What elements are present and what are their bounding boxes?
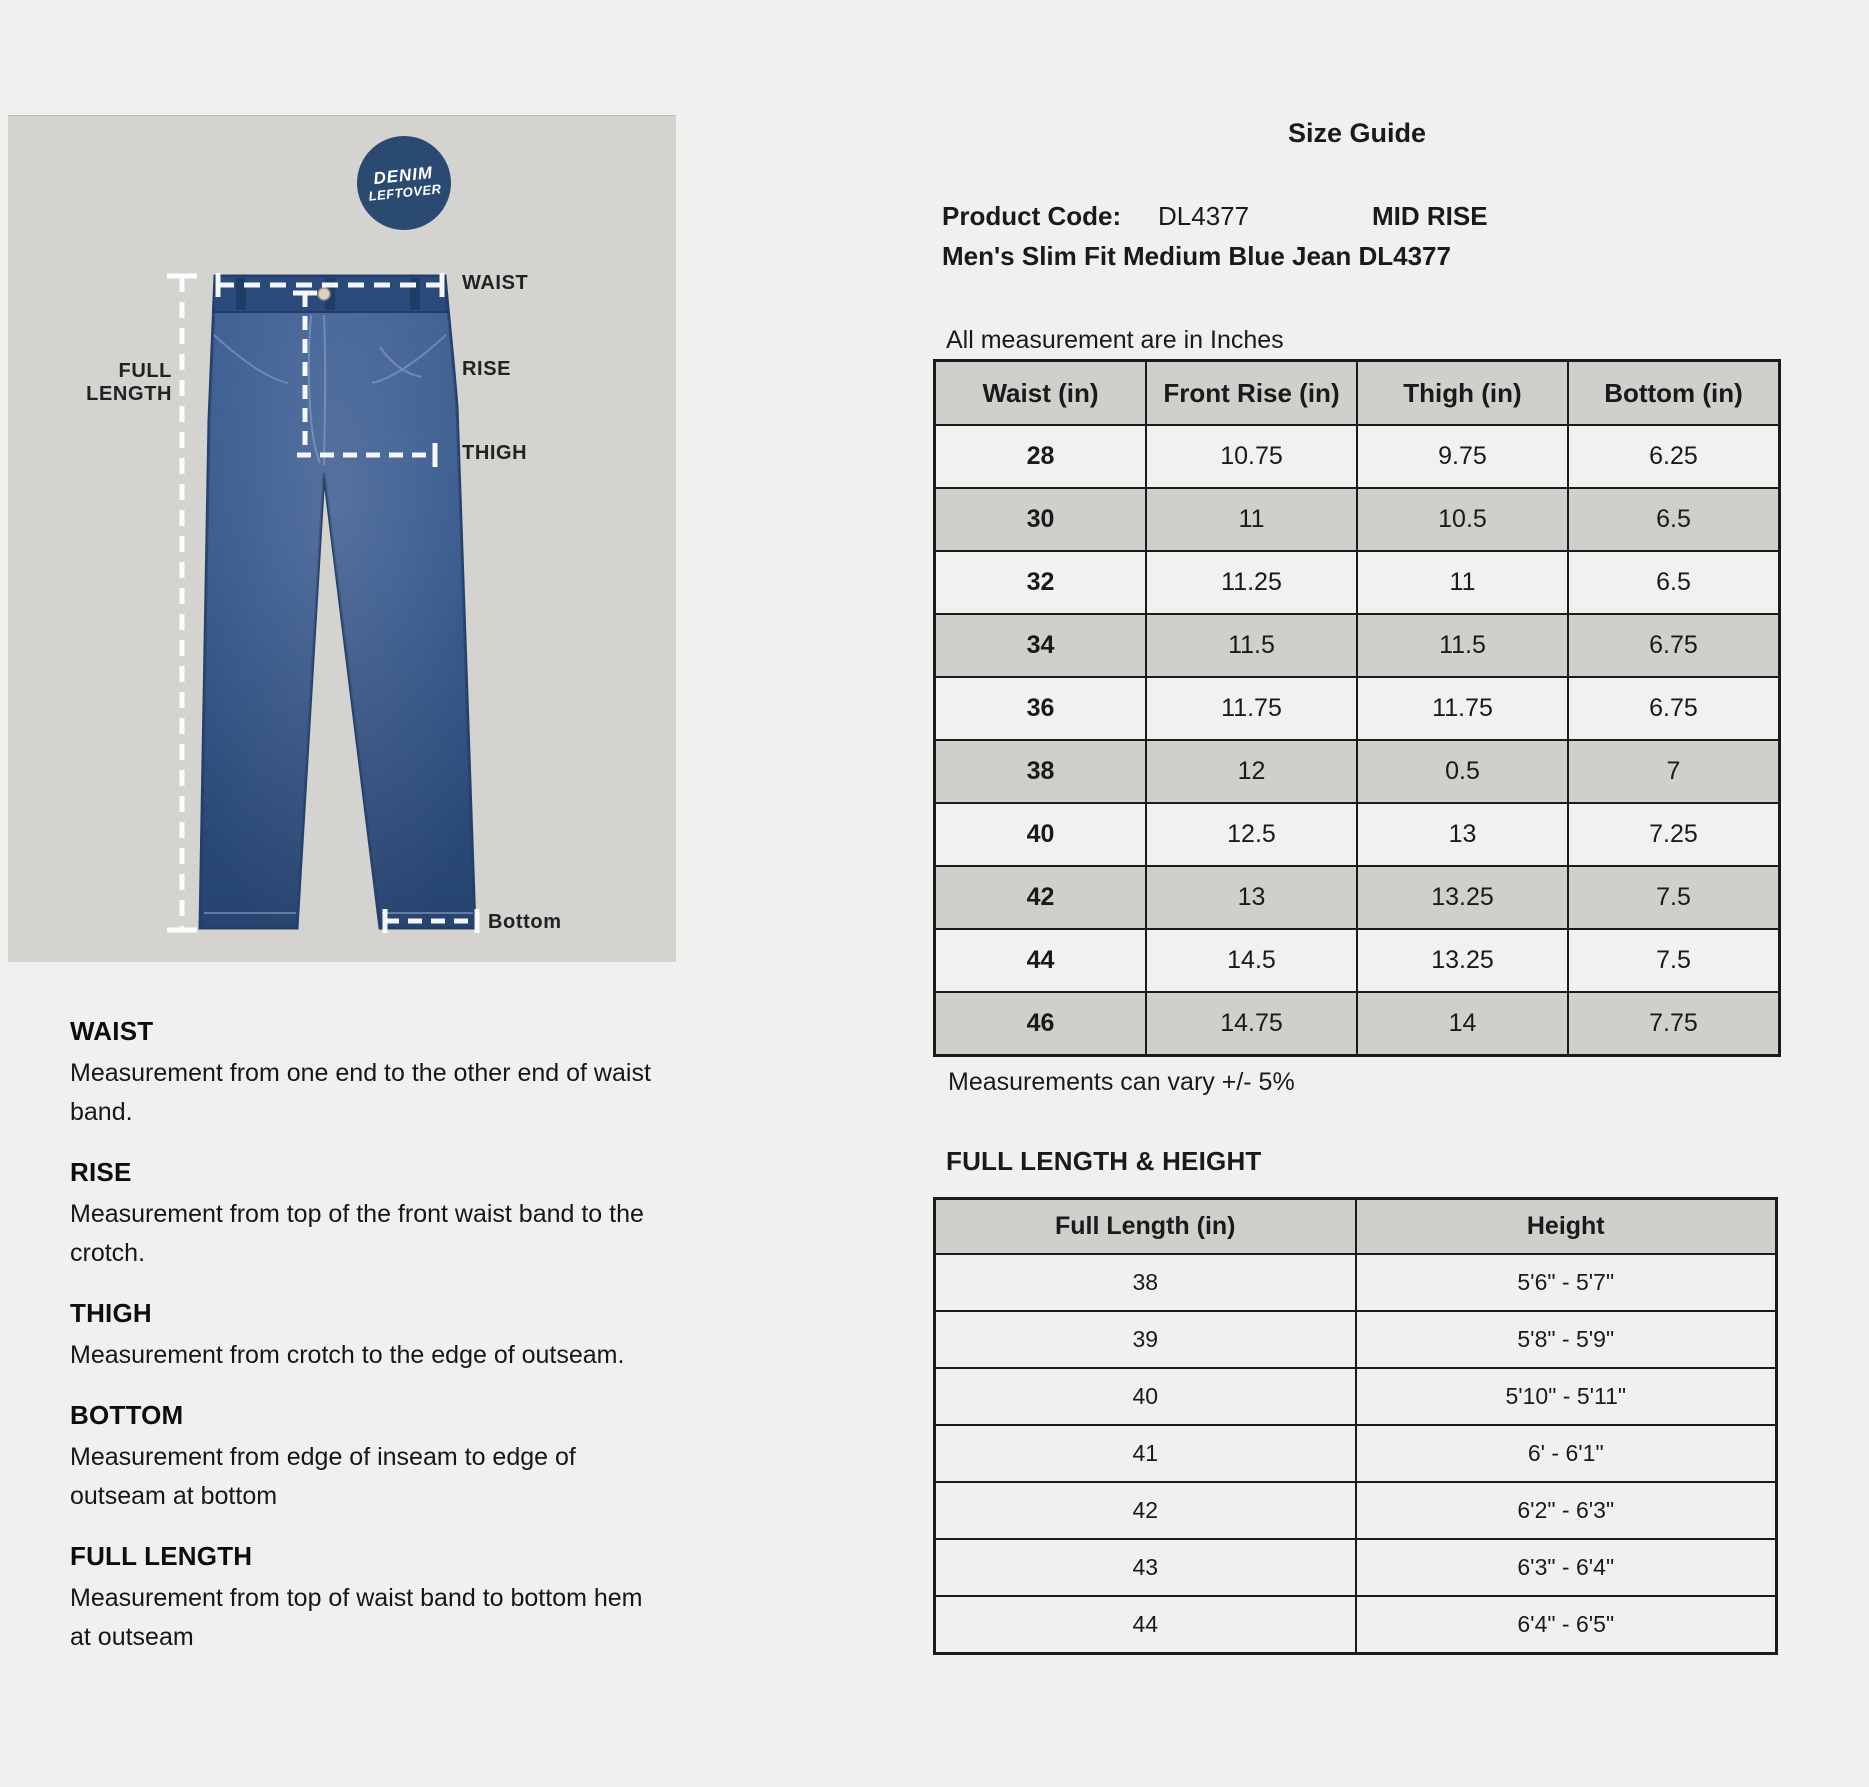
row-key-cell: 32 <box>935 551 1146 614</box>
column-header: Thigh (in) <box>1357 361 1568 425</box>
product-name: Men's Slim Fit Medium Blue Jean DL4377 <box>942 241 1451 271</box>
value-cell: 7.75 <box>1568 992 1779 1055</box>
table-row <box>935 992 1779 1055</box>
length-height-section-title: FULL LENGTH & HEIGHT <box>946 1146 1262 1176</box>
table-row <box>935 425 1779 488</box>
value-cell: 13 <box>1146 866 1357 929</box>
product-fit-label: MID RISE <box>1372 201 1488 231</box>
table-row <box>935 1368 1776 1425</box>
value-cell: 9.75 <box>1357 425 1568 488</box>
row-key-cell: 42 <box>935 866 1146 929</box>
value-cell: 7.5 <box>1568 929 1779 992</box>
table-row <box>935 677 1779 740</box>
value-cell: 5'8" - 5'9" <box>1356 1311 1777 1368</box>
column-header: Waist (in) <box>935 361 1146 425</box>
value-cell: 11.5 <box>1357 614 1568 677</box>
value-cell: 6'4" - 6'5" <box>1356 1596 1777 1653</box>
value-cell: 6.75 <box>1568 614 1779 677</box>
row-key-cell: 44 <box>935 1596 1356 1653</box>
jeans-photo-panel <box>8 115 676 962</box>
definition-term: THIGH <box>70 1298 152 1328</box>
jeans-measurement-diagram <box>8 115 676 962</box>
table-row <box>935 1539 1776 1596</box>
value-cell: 5'10" - 5'11" <box>1356 1368 1777 1425</box>
row-key-cell: 38 <box>935 1254 1356 1311</box>
column-header: Height <box>1356 1199 1777 1254</box>
value-cell: 6.5 <box>1568 551 1779 614</box>
definition-description: Measurement from top of the front waist band to the crotch. <box>70 1200 644 1267</box>
size-measurements-table <box>934 360 1780 1056</box>
value-cell: 10.75 <box>1146 425 1357 488</box>
value-cell: 0.5 <box>1357 740 1568 803</box>
value-cell: 7.25 <box>1568 803 1779 866</box>
value-cell: 11.75 <box>1146 677 1357 740</box>
row-key-cell: 30 <box>935 488 1146 551</box>
product-code-value: DL4377 <box>1158 201 1250 231</box>
table-row <box>935 929 1779 992</box>
row-key-cell: 40 <box>935 1368 1356 1425</box>
value-cell: 7.5 <box>1568 866 1779 929</box>
value-cell: 6' - 6'1" <box>1356 1425 1777 1482</box>
row-key-cell: 44 <box>935 929 1146 992</box>
units-note: All measurement are in Inches <box>946 326 1284 354</box>
value-cell: 11 <box>1146 488 1357 551</box>
definition-term: BOTTOM <box>70 1400 184 1430</box>
value-cell: 13.25 <box>1357 866 1568 929</box>
value-cell: 14.5 <box>1146 929 1357 992</box>
row-key-cell: 34 <box>935 614 1146 677</box>
definition-description: Measurement from top of waist band to bottom hem at outseam <box>70 1584 643 1651</box>
table-row <box>935 551 1779 614</box>
value-cell: 6.5 <box>1568 488 1779 551</box>
row-key-cell: 38 <box>935 740 1146 803</box>
bottom-diagram-label: Bottom <box>488 911 562 933</box>
definition-term: RISE <box>70 1157 132 1187</box>
product-code-label: Product Code: <box>942 201 1122 231</box>
column-header: Front Rise (in) <box>1146 361 1357 425</box>
row-key-cell: 39 <box>935 1311 1356 1368</box>
full-length-diagram-label: FULL LENGTH <box>86 360 172 405</box>
page-title: Size Guide <box>1287 118 1427 148</box>
brand-logo-line1: DENIM <box>372 162 434 188</box>
variance-note: Measurements can vary +/- 5% <box>948 1068 1295 1096</box>
definition-description: Measurement from one end to the other end of waist band. <box>70 1059 651 1126</box>
value-cell: 13 <box>1357 803 1568 866</box>
value-cell: 14.75 <box>1146 992 1357 1055</box>
value-cell: 12.5 <box>1146 803 1357 866</box>
table-row <box>935 1311 1776 1368</box>
value-cell: 5'6" - 5'7" <box>1356 1254 1777 1311</box>
value-cell: 6'2" - 6'3" <box>1356 1482 1777 1539</box>
definition-description: Measurement from edge of inseam to edge of outseam at bottom <box>70 1443 576 1510</box>
value-cell: 6.25 <box>1568 425 1779 488</box>
jeans-button <box>318 288 330 300</box>
definition-description: Measurement from crotch to the edge of outseam. <box>70 1341 625 1369</box>
value-cell: 6.75 <box>1568 677 1779 740</box>
value-cell: 11 <box>1357 551 1568 614</box>
column-header: Full Length (in) <box>935 1199 1356 1254</box>
table-row <box>935 1254 1776 1311</box>
value-cell: 13.25 <box>1357 929 1568 992</box>
table-row <box>935 803 1779 866</box>
row-key-cell: 46 <box>935 992 1146 1055</box>
table-row <box>935 740 1779 803</box>
row-key-cell: 43 <box>935 1539 1356 1596</box>
row-key-cell: 36 <box>935 677 1146 740</box>
brand-logo-line2: LEFTOVER <box>367 180 443 204</box>
thigh-diagram-label: THIGH <box>462 442 528 464</box>
value-cell: 14 <box>1357 992 1568 1055</box>
definition-term: WAIST <box>70 1016 154 1046</box>
waist-diagram-label: WAIST <box>462 272 529 294</box>
value-cell: 6'3" - 6'4" <box>1356 1539 1777 1596</box>
value-cell: 10.5 <box>1357 488 1568 551</box>
rise-diagram-label: RISE <box>462 358 512 380</box>
table-row <box>935 1596 1776 1653</box>
value-cell: 11.75 <box>1357 677 1568 740</box>
column-header: Bottom (in) <box>1568 361 1779 425</box>
row-key-cell: 40 <box>935 803 1146 866</box>
measurement-definitions <box>70 1016 680 1682</box>
definition-term: FULL LENGTH <box>70 1541 253 1571</box>
table-row <box>935 614 1779 677</box>
table-row <box>935 1425 1776 1482</box>
row-key-cell: 41 <box>935 1425 1356 1482</box>
table-row <box>935 1482 1776 1539</box>
table-row <box>935 488 1779 551</box>
value-cell: 7 <box>1568 740 1779 803</box>
table-row <box>935 866 1779 929</box>
full-length-height-table <box>934 1198 1777 1654</box>
value-cell: 11.5 <box>1146 614 1357 677</box>
value-cell: 12 <box>1146 740 1357 803</box>
row-key-cell: 28 <box>935 425 1146 488</box>
row-key-cell: 42 <box>935 1482 1356 1539</box>
value-cell: 11.25 <box>1146 551 1357 614</box>
